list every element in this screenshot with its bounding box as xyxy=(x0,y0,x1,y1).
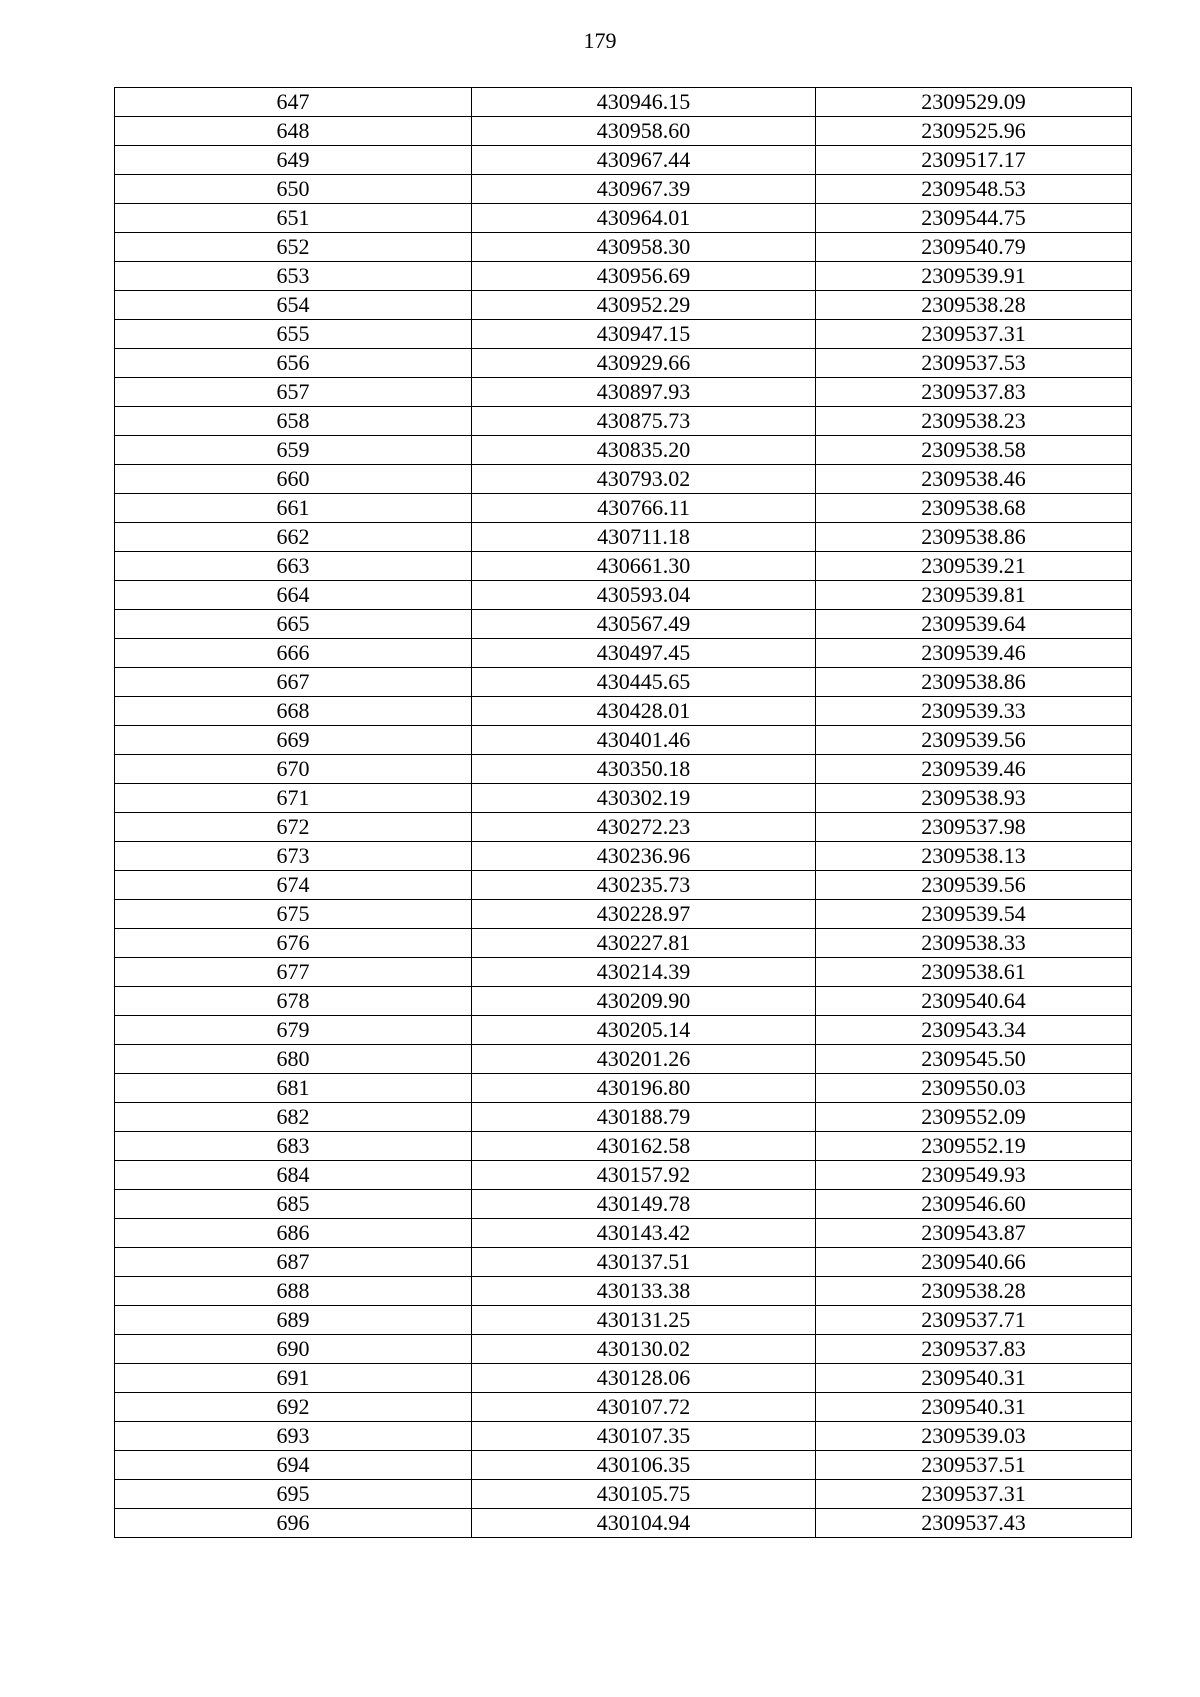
y-coordinate-cell: 2309525.96 xyxy=(816,117,1132,146)
table-row xyxy=(115,1509,1132,1538)
y-coordinate-cell: 2309539.03 xyxy=(816,1422,1132,1451)
table-row xyxy=(115,958,1132,987)
point-number-cell: 670 xyxy=(115,755,472,784)
y-coordinate-cell: 2309537.98 xyxy=(816,813,1132,842)
x-coordinate-cell: 430958.60 xyxy=(472,117,816,146)
point-number-cell: 671 xyxy=(115,784,472,813)
x-coordinate-cell: 430105.75 xyxy=(472,1480,816,1509)
point-number-cell: 696 xyxy=(115,1509,472,1538)
y-coordinate-cell: 2309552.09 xyxy=(816,1103,1132,1132)
point-number-cell: 673 xyxy=(115,842,472,871)
table-row xyxy=(115,349,1132,378)
table-row xyxy=(115,1451,1132,1480)
point-number-cell: 668 xyxy=(115,697,472,726)
x-coordinate-cell: 430157.92 xyxy=(472,1161,816,1190)
table-row xyxy=(115,1393,1132,1422)
y-coordinate-cell: 2309538.93 xyxy=(816,784,1132,813)
table-row xyxy=(115,204,1132,233)
y-coordinate-cell: 2309539.21 xyxy=(816,552,1132,581)
y-coordinate-cell: 2309538.68 xyxy=(816,494,1132,523)
point-number-cell: 660 xyxy=(115,465,472,494)
x-coordinate-cell: 430107.72 xyxy=(472,1393,816,1422)
y-coordinate-cell: 2309537.83 xyxy=(816,1335,1132,1364)
point-number-cell: 655 xyxy=(115,320,472,349)
x-coordinate-cell: 430952.29 xyxy=(472,291,816,320)
y-coordinate-cell: 2309517.17 xyxy=(816,146,1132,175)
y-coordinate-cell: 2309538.58 xyxy=(816,436,1132,465)
table-row xyxy=(115,1074,1132,1103)
y-coordinate-cell: 2309544.75 xyxy=(816,204,1132,233)
y-coordinate-cell: 2309538.46 xyxy=(816,465,1132,494)
x-coordinate-cell: 430209.90 xyxy=(472,987,816,1016)
point-number-cell: 667 xyxy=(115,668,472,697)
point-number-cell: 675 xyxy=(115,900,472,929)
x-coordinate-cell: 430227.81 xyxy=(472,929,816,958)
y-coordinate-cell: 2309540.31 xyxy=(816,1393,1132,1422)
point-number-cell: 694 xyxy=(115,1451,472,1480)
x-coordinate-cell: 430302.19 xyxy=(472,784,816,813)
table-row xyxy=(115,1219,1132,1248)
y-coordinate-cell: 2309539.56 xyxy=(816,871,1132,900)
x-coordinate-cell: 430350.18 xyxy=(472,755,816,784)
point-number-cell: 691 xyxy=(115,1364,472,1393)
point-number-cell: 654 xyxy=(115,291,472,320)
x-coordinate-cell: 430272.23 xyxy=(472,813,816,842)
y-coordinate-cell: 2309539.54 xyxy=(816,900,1132,929)
x-coordinate-cell: 430929.66 xyxy=(472,349,816,378)
coordinates-table-body xyxy=(115,88,1132,1538)
point-number-cell: 651 xyxy=(115,204,472,233)
x-coordinate-cell: 430131.25 xyxy=(472,1306,816,1335)
x-coordinate-cell: 430205.14 xyxy=(472,1016,816,1045)
table-row xyxy=(115,465,1132,494)
table-row xyxy=(115,1422,1132,1451)
point-number-cell: 664 xyxy=(115,581,472,610)
point-number-cell: 692 xyxy=(115,1393,472,1422)
point-number-cell: 693 xyxy=(115,1422,472,1451)
y-coordinate-cell: 2309540.64 xyxy=(816,987,1132,1016)
table-row xyxy=(115,1132,1132,1161)
x-coordinate-cell: 430130.02 xyxy=(472,1335,816,1364)
point-number-cell: 647 xyxy=(115,88,472,117)
point-number-cell: 650 xyxy=(115,175,472,204)
x-coordinate-cell: 430133.38 xyxy=(472,1277,816,1306)
x-coordinate-cell: 430104.94 xyxy=(472,1509,816,1538)
table-row xyxy=(115,1161,1132,1190)
table-row xyxy=(115,262,1132,291)
point-number-cell: 678 xyxy=(115,987,472,1016)
y-coordinate-cell: 2309549.93 xyxy=(816,1161,1132,1190)
y-coordinate-cell: 2309538.86 xyxy=(816,523,1132,552)
point-number-cell: 677 xyxy=(115,958,472,987)
table-row xyxy=(115,146,1132,175)
table-row xyxy=(115,639,1132,668)
y-coordinate-cell: 2309552.19 xyxy=(816,1132,1132,1161)
table-row xyxy=(115,900,1132,929)
point-number-cell: 681 xyxy=(115,1074,472,1103)
y-coordinate-cell: 2309539.64 xyxy=(816,610,1132,639)
point-number-cell: 648 xyxy=(115,117,472,146)
y-coordinate-cell: 2309538.28 xyxy=(816,291,1132,320)
point-number-cell: 683 xyxy=(115,1132,472,1161)
point-number-cell: 653 xyxy=(115,262,472,291)
point-number-cell: 665 xyxy=(115,610,472,639)
table-row xyxy=(115,175,1132,204)
point-number-cell: 661 xyxy=(115,494,472,523)
y-coordinate-cell: 2309539.91 xyxy=(816,262,1132,291)
page-number: 179 xyxy=(583,28,617,53)
x-coordinate-cell: 430946.15 xyxy=(472,88,816,117)
table-row xyxy=(115,842,1132,871)
y-coordinate-cell: 2309546.60 xyxy=(816,1190,1132,1219)
y-coordinate-cell: 2309550.03 xyxy=(816,1074,1132,1103)
x-coordinate-cell: 430793.02 xyxy=(472,465,816,494)
point-number-cell: 676 xyxy=(115,929,472,958)
point-number-cell: 669 xyxy=(115,726,472,755)
table-row xyxy=(115,755,1132,784)
point-number-cell: 674 xyxy=(115,871,472,900)
y-coordinate-cell: 2309538.28 xyxy=(816,1277,1132,1306)
point-number-cell: 682 xyxy=(115,1103,472,1132)
x-coordinate-cell: 430149.78 xyxy=(472,1190,816,1219)
x-coordinate-cell: 430567.49 xyxy=(472,610,816,639)
point-number-cell: 684 xyxy=(115,1161,472,1190)
x-coordinate-cell: 430958.30 xyxy=(472,233,816,262)
x-coordinate-cell: 430835.20 xyxy=(472,436,816,465)
x-coordinate-cell: 430661.30 xyxy=(472,552,816,581)
table-row xyxy=(115,436,1132,465)
x-coordinate-cell: 430711.18 xyxy=(472,523,816,552)
x-coordinate-cell: 430137.51 xyxy=(472,1248,816,1277)
table-row xyxy=(115,871,1132,900)
table-row xyxy=(115,1045,1132,1074)
point-number-cell: 690 xyxy=(115,1335,472,1364)
x-coordinate-cell: 430235.73 xyxy=(472,871,816,900)
x-coordinate-cell: 430497.45 xyxy=(472,639,816,668)
x-coordinate-cell: 430196.80 xyxy=(472,1074,816,1103)
x-coordinate-cell: 430214.39 xyxy=(472,958,816,987)
point-number-cell: 663 xyxy=(115,552,472,581)
y-coordinate-cell: 2309539.46 xyxy=(816,755,1132,784)
table-row xyxy=(115,320,1132,349)
table-row xyxy=(115,929,1132,958)
x-coordinate-cell: 430947.15 xyxy=(472,320,816,349)
table-row xyxy=(115,726,1132,755)
table-row xyxy=(115,610,1132,639)
y-coordinate-cell: 2309539.33 xyxy=(816,697,1132,726)
table-row xyxy=(115,1335,1132,1364)
point-number-cell: 659 xyxy=(115,436,472,465)
y-coordinate-cell: 2309537.51 xyxy=(816,1451,1132,1480)
y-coordinate-cell: 2309538.61 xyxy=(816,958,1132,987)
point-number-cell: 662 xyxy=(115,523,472,552)
point-number-cell: 679 xyxy=(115,1016,472,1045)
table-row xyxy=(115,117,1132,146)
x-coordinate-cell: 430228.97 xyxy=(472,900,816,929)
x-coordinate-cell: 430428.01 xyxy=(472,697,816,726)
x-coordinate-cell: 430162.58 xyxy=(472,1132,816,1161)
y-coordinate-cell: 2309538.23 xyxy=(816,407,1132,436)
y-coordinate-cell: 2309537.71 xyxy=(816,1306,1132,1335)
table-row xyxy=(115,1277,1132,1306)
y-coordinate-cell: 2309537.83 xyxy=(816,378,1132,407)
table-row xyxy=(115,1480,1132,1509)
table-row xyxy=(115,1364,1132,1393)
y-coordinate-cell: 2309540.66 xyxy=(816,1248,1132,1277)
point-number-cell: 688 xyxy=(115,1277,472,1306)
y-coordinate-cell: 2309529.09 xyxy=(816,88,1132,117)
point-number-cell: 672 xyxy=(115,813,472,842)
table-row xyxy=(115,784,1132,813)
table-row xyxy=(115,1103,1132,1132)
x-coordinate-cell: 430875.73 xyxy=(472,407,816,436)
table-row xyxy=(115,291,1132,320)
x-coordinate-cell: 430956.69 xyxy=(472,262,816,291)
point-number-cell: 685 xyxy=(115,1190,472,1219)
table-row xyxy=(115,697,1132,726)
table-row xyxy=(115,813,1132,842)
table-row xyxy=(115,581,1132,610)
y-coordinate-cell: 2309538.33 xyxy=(816,929,1132,958)
table-row xyxy=(115,378,1132,407)
x-coordinate-cell: 430593.04 xyxy=(472,581,816,610)
y-coordinate-cell: 2309543.87 xyxy=(816,1219,1132,1248)
table-row xyxy=(115,88,1132,117)
x-coordinate-cell: 430201.26 xyxy=(472,1045,816,1074)
y-coordinate-cell: 2309539.81 xyxy=(816,581,1132,610)
table-row xyxy=(115,494,1132,523)
coordinates-table xyxy=(114,87,1132,1538)
table-row xyxy=(115,668,1132,697)
table-row xyxy=(115,233,1132,262)
x-coordinate-cell: 430143.42 xyxy=(472,1219,816,1248)
y-coordinate-cell: 2309537.43 xyxy=(816,1509,1132,1538)
y-coordinate-cell: 2309540.31 xyxy=(816,1364,1132,1393)
table-row xyxy=(115,1248,1132,1277)
x-coordinate-cell: 430401.46 xyxy=(472,726,816,755)
point-number-cell: 652 xyxy=(115,233,472,262)
x-coordinate-cell: 430107.35 xyxy=(472,1422,816,1451)
x-coordinate-cell: 430236.96 xyxy=(472,842,816,871)
point-number-cell: 656 xyxy=(115,349,472,378)
y-coordinate-cell: 2309538.86 xyxy=(816,668,1132,697)
y-coordinate-cell: 2309537.31 xyxy=(816,1480,1132,1509)
y-coordinate-cell: 2309539.46 xyxy=(816,639,1132,668)
x-coordinate-cell: 430967.39 xyxy=(472,175,816,204)
table-row xyxy=(115,987,1132,1016)
x-coordinate-cell: 430128.06 xyxy=(472,1364,816,1393)
point-number-cell: 689 xyxy=(115,1306,472,1335)
y-coordinate-cell: 2309538.13 xyxy=(816,842,1132,871)
x-coordinate-cell: 430967.44 xyxy=(472,146,816,175)
x-coordinate-cell: 430106.35 xyxy=(472,1451,816,1480)
y-coordinate-cell: 2309543.34 xyxy=(816,1016,1132,1045)
point-number-cell: 658 xyxy=(115,407,472,436)
point-number-cell: 666 xyxy=(115,639,472,668)
y-coordinate-cell: 2309545.50 xyxy=(816,1045,1132,1074)
y-coordinate-cell: 2309548.53 xyxy=(816,175,1132,204)
table-row xyxy=(115,407,1132,436)
point-number-cell: 680 xyxy=(115,1045,472,1074)
point-number-cell: 657 xyxy=(115,378,472,407)
point-number-cell: 649 xyxy=(115,146,472,175)
y-coordinate-cell: 2309540.79 xyxy=(816,233,1132,262)
y-coordinate-cell: 2309539.56 xyxy=(816,726,1132,755)
x-coordinate-cell: 430445.65 xyxy=(472,668,816,697)
y-coordinate-cell: 2309537.31 xyxy=(816,320,1132,349)
x-coordinate-cell: 430766.11 xyxy=(472,494,816,523)
point-number-cell: 686 xyxy=(115,1219,472,1248)
table-row xyxy=(115,1016,1132,1045)
table-row xyxy=(115,523,1132,552)
x-coordinate-cell: 430188.79 xyxy=(472,1103,816,1132)
table-row xyxy=(115,1190,1132,1219)
table-row xyxy=(115,1306,1132,1335)
y-coordinate-cell: 2309537.53 xyxy=(816,349,1132,378)
point-number-cell: 695 xyxy=(115,1480,472,1509)
point-number-cell: 687 xyxy=(115,1248,472,1277)
table-row xyxy=(115,552,1132,581)
x-coordinate-cell: 430964.01 xyxy=(472,204,816,233)
x-coordinate-cell: 430897.93 xyxy=(472,378,816,407)
